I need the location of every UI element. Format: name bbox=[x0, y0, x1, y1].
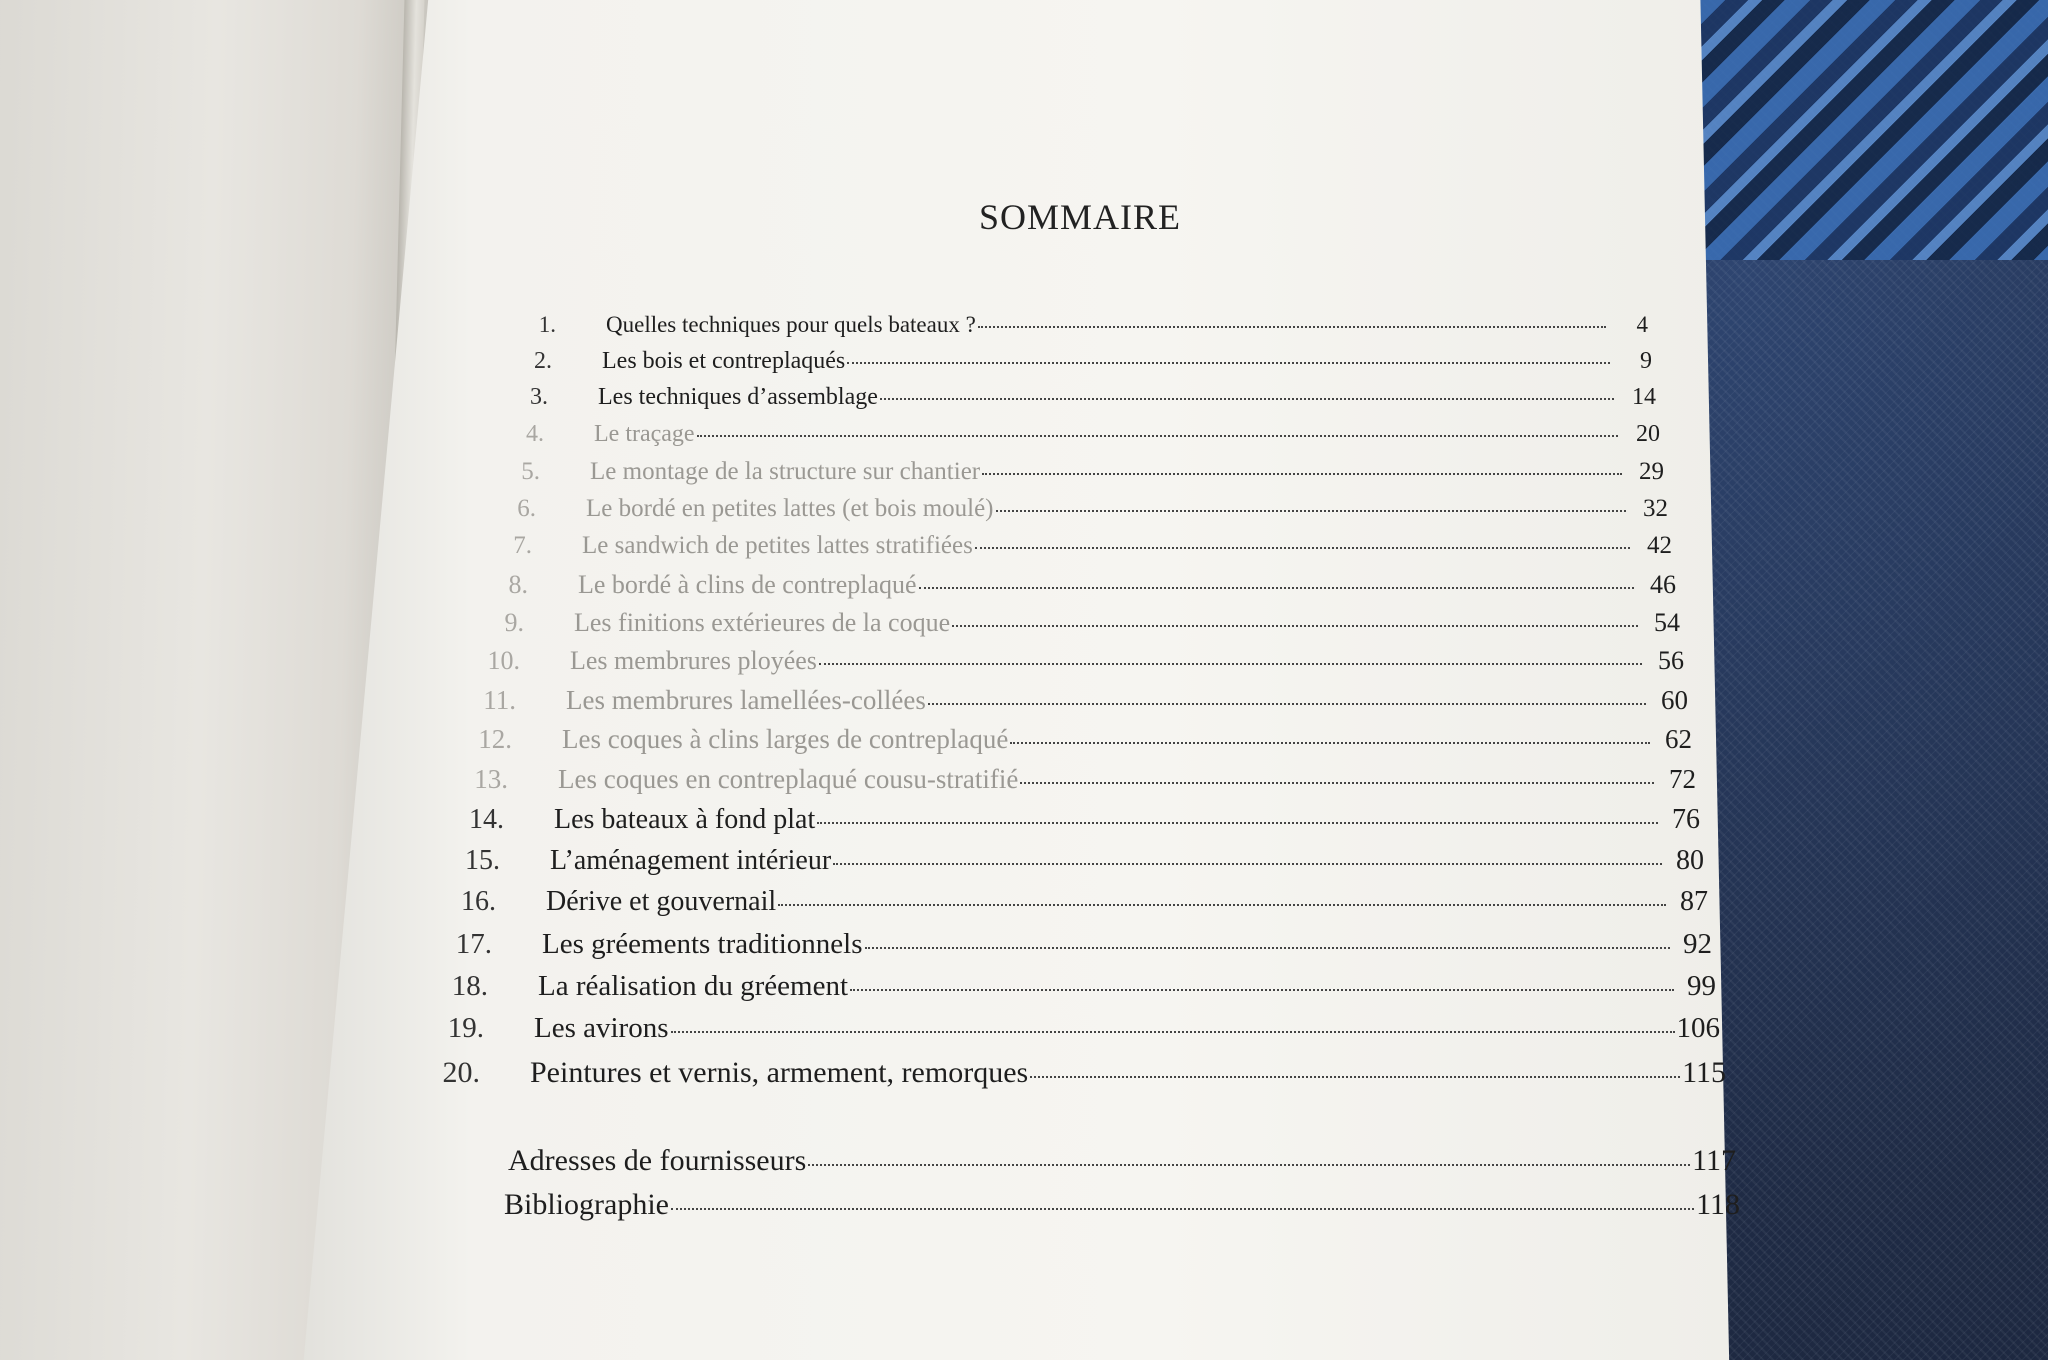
chapter-number: 4. bbox=[526, 421, 544, 447]
chapter-title: Les techniques d’assemblage bbox=[598, 384, 878, 410]
toc-row bbox=[466, 421, 1660, 448]
page-number: 87 bbox=[1680, 886, 1708, 917]
dot-leader bbox=[1030, 1076, 1680, 1078]
chapter-title: Les finitions extérieures de la coque bbox=[574, 608, 951, 637]
page-number: 20 bbox=[1636, 421, 1660, 447]
appendix-title: Bibliographie bbox=[504, 1188, 669, 1221]
dot-leader bbox=[817, 822, 1658, 824]
chapter-title: Les bois et contreplaqués bbox=[602, 348, 846, 374]
toc-row bbox=[434, 724, 1692, 755]
chapter-title: Dérive et gouvernail bbox=[546, 886, 777, 917]
page-number: 42 bbox=[1647, 532, 1672, 559]
toc-row bbox=[474, 348, 1652, 375]
toc-appendix-row bbox=[508, 1144, 1736, 1178]
dot-leader bbox=[978, 326, 1606, 328]
chapter-number: 18. bbox=[451, 970, 488, 1002]
toc-row bbox=[438, 685, 1688, 716]
dot-leader bbox=[982, 473, 1622, 475]
page-number: 54 bbox=[1654, 608, 1680, 637]
page-number: 14 bbox=[1632, 384, 1656, 410]
page-number: 9 bbox=[1640, 348, 1652, 374]
dot-leader bbox=[928, 703, 1646, 705]
chapter-title: Les membrures lamellées-collées bbox=[566, 685, 926, 715]
toc-row bbox=[418, 886, 1708, 918]
toc-row bbox=[450, 570, 1676, 600]
page-number: 72 bbox=[1669, 764, 1696, 794]
page-number: 56 bbox=[1658, 646, 1684, 675]
dot-leader bbox=[865, 947, 1670, 949]
chapter-title: Le bordé en petites lattes (et bois moulé) bbox=[586, 495, 994, 522]
chapter-number: 19. bbox=[447, 1012, 484, 1044]
chapter-title: Les bateaux à fond plat bbox=[554, 804, 816, 835]
page-number: 4 bbox=[1636, 312, 1648, 337]
chapter-title: Le sandwich de petites lattes stratifiées bbox=[582, 532, 973, 559]
toc-row bbox=[422, 845, 1704, 877]
dot-leader bbox=[671, 1208, 1694, 1210]
chapter-number: 16. bbox=[461, 886, 496, 917]
chapter-number: 5. bbox=[521, 458, 540, 485]
page-number: 117 bbox=[1692, 1144, 1736, 1177]
chapter-number: 3. bbox=[530, 384, 548, 410]
dot-leader bbox=[975, 547, 1630, 549]
dot-leader bbox=[1020, 782, 1654, 784]
toc-row bbox=[446, 608, 1680, 638]
dot-leader bbox=[819, 663, 1642, 665]
chapter-number: 13. bbox=[474, 764, 508, 794]
page-number: 106 bbox=[1676, 1012, 1720, 1044]
page-number: 115 bbox=[1682, 1056, 1726, 1089]
chapter-number: 15. bbox=[465, 845, 500, 876]
page-number: 80 bbox=[1676, 845, 1704, 876]
chapter-number: 8. bbox=[508, 570, 528, 599]
chapter-number: 7. bbox=[513, 532, 532, 559]
chapter-number: 9. bbox=[504, 608, 524, 637]
toc-row bbox=[410, 970, 1716, 1003]
toc-row bbox=[430, 764, 1696, 795]
chapter-number: 20. bbox=[442, 1056, 480, 1089]
toc-row bbox=[462, 458, 1664, 486]
toc-row bbox=[478, 312, 1648, 338]
page-number: 29 bbox=[1639, 458, 1664, 485]
chapter-title: Peintures et vernis, armement, remorques bbox=[530, 1056, 1029, 1089]
page-number: 118 bbox=[1696, 1188, 1740, 1221]
chapter-title: Les coques à clins larges de contreplaqué bbox=[562, 724, 1009, 754]
dot-leader bbox=[778, 904, 1666, 906]
toc-row bbox=[470, 384, 1656, 411]
toc-row bbox=[442, 646, 1684, 676]
chapter-number: 12. bbox=[478, 724, 512, 754]
toc-row bbox=[426, 804, 1700, 836]
dot-leader bbox=[833, 863, 1662, 865]
chapter-title: Le montage de la structure sur chantier bbox=[590, 458, 981, 485]
chapter-number: 1. bbox=[538, 312, 556, 337]
chapter-title: Le traçage bbox=[594, 421, 695, 447]
dot-leader bbox=[808, 1164, 1690, 1166]
dot-leader bbox=[880, 398, 1614, 400]
toc-row bbox=[402, 1056, 1726, 1090]
chapter-number: 14. bbox=[469, 804, 504, 835]
chapter-title: Quelles techniques pour quels bateaux ? bbox=[606, 312, 976, 337]
page-number: 76 bbox=[1672, 804, 1700, 835]
toc-appendix-row bbox=[504, 1188, 1740, 1222]
chapter-number: 6. bbox=[517, 495, 536, 522]
page-number: 46 bbox=[1650, 570, 1676, 599]
page-number: 99 bbox=[1687, 970, 1716, 1002]
dot-leader bbox=[1010, 742, 1650, 744]
page-number: 32 bbox=[1643, 495, 1668, 522]
chapter-title: Les gréements traditionnels bbox=[542, 928, 863, 960]
page-number: 62 bbox=[1665, 724, 1692, 754]
toc-row bbox=[454, 532, 1672, 560]
chapter-title: Le bordé à clins de contreplaqué bbox=[578, 570, 917, 599]
page-number: 92 bbox=[1683, 928, 1712, 960]
appendix-title: Adresses de fournisseurs bbox=[508, 1144, 807, 1177]
dot-leader bbox=[919, 587, 1634, 589]
chapter-title: L’aménagement intérieur bbox=[550, 845, 832, 876]
dot-leader bbox=[697, 435, 1618, 437]
chapter-title: Les avirons bbox=[534, 1012, 669, 1044]
toc-row bbox=[458, 495, 1668, 523]
dot-leader bbox=[847, 362, 1610, 364]
dot-leader bbox=[671, 1031, 1675, 1033]
dot-leader bbox=[996, 510, 1626, 512]
toc-row bbox=[414, 928, 1712, 961]
chapter-number: 17. bbox=[455, 928, 492, 960]
dot-leader bbox=[952, 625, 1638, 627]
chapter-number: 10. bbox=[487, 646, 520, 675]
chapter-number: 2. bbox=[534, 348, 552, 374]
page-title: SOMMAIRE bbox=[978, 197, 1182, 237]
page-number: 60 bbox=[1661, 685, 1688, 715]
chapter-title: Les membrures ployées bbox=[570, 646, 817, 675]
chapter-title: Les coques en contreplaqué cousu-stratifié bbox=[558, 764, 1019, 794]
toc-row bbox=[406, 1012, 1720, 1045]
chapter-title: La réalisation du gréement bbox=[538, 970, 849, 1002]
chapter-number: 11. bbox=[483, 685, 516, 715]
dot-leader bbox=[850, 989, 1674, 991]
